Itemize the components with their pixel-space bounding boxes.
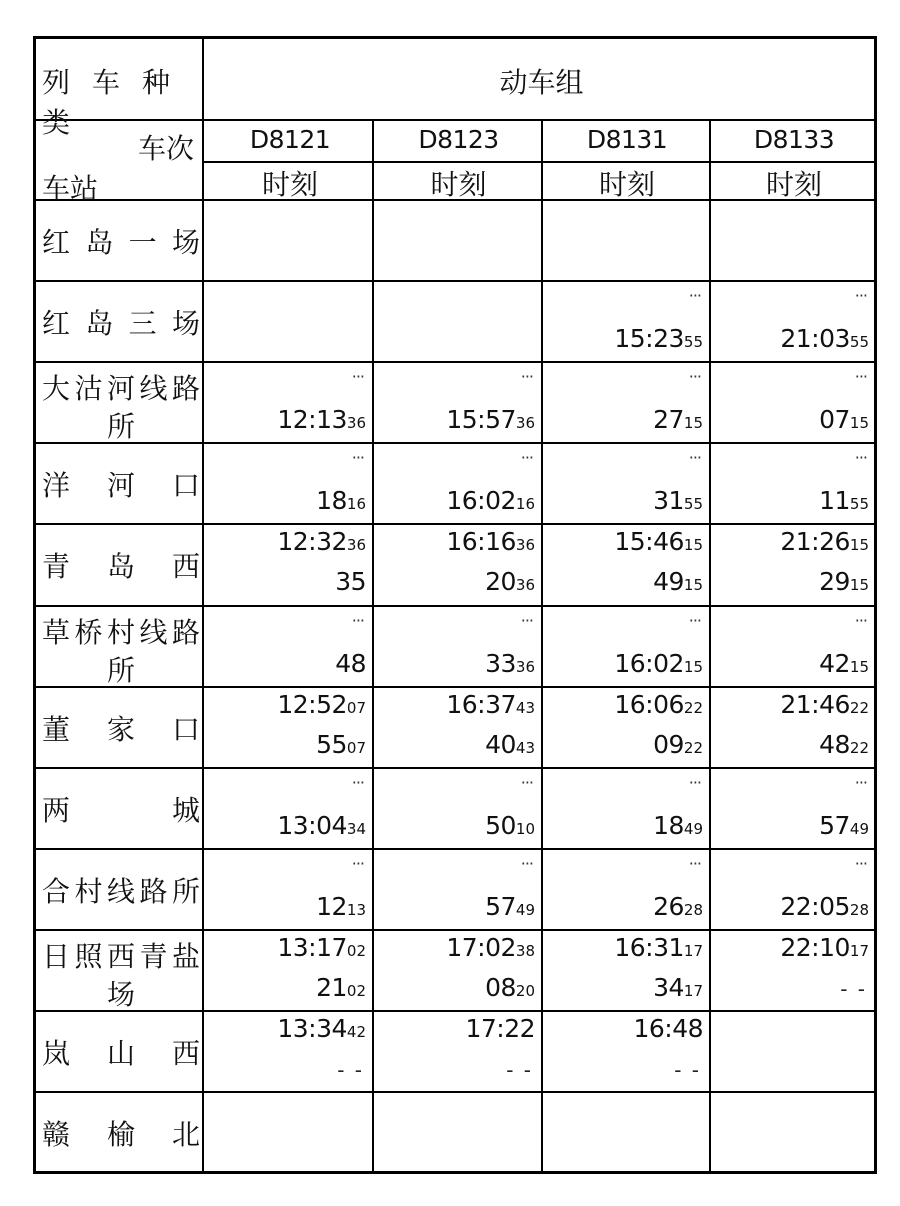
time-cell [541,361,709,442]
time-cell [372,1010,541,1091]
time-cell [541,686,709,767]
time-seconds: 43 [515,698,535,717]
time-hhmm: 15:23 [614,324,684,354]
pass-through-dots: ··· [688,367,701,387]
arrival-time [446,527,535,556]
station-char: 盐 [171,939,200,973]
pass-through-dots: ··· [688,286,701,306]
time-seconds: 36 [515,536,535,555]
departure-time [485,973,535,1002]
terminal-dash: - - [674,1058,701,1082]
arrival-time [614,933,703,962]
time-cell [541,605,709,686]
time-hhmm: 16:06 [614,689,684,719]
time-hhmm: 49 [653,567,684,597]
time-hhmm: 12:13 [277,405,347,435]
time-hhmm: 16:16 [446,527,516,557]
time-cell [541,1091,709,1172]
station-char: 场 [171,307,200,341]
time-seconds: 36 [515,657,535,676]
time-cell [204,767,372,848]
pass-through-dots: ··· [688,853,701,873]
time-hhmm: 21:03 [780,324,850,354]
time-hhmm: 08 [485,972,516,1002]
departure-time [653,973,703,1002]
pass-time [653,892,703,921]
station-char: 日 [42,939,71,973]
pass-time [277,405,366,434]
time-seconds: 07 [346,738,366,757]
time-seconds: 02 [346,981,366,1000]
station-char: 西 [106,939,135,973]
station-char: 青 [139,939,168,973]
pass-through-dots: ··· [520,853,533,873]
time-seconds: 55 [849,333,869,352]
time-hhmm: 12:52 [277,689,347,719]
station-name-line2: 所 [106,653,135,687]
time-label: 时刻 [598,168,655,201]
pass-time [780,892,869,921]
pass-through-dots: ··· [688,610,701,630]
station-char: 青 [42,550,71,584]
time-cell [204,442,372,523]
time-seconds: 28 [849,900,869,919]
arrival-time [446,690,535,719]
time-hhmm: 55 [316,729,347,759]
time-cell [541,280,709,361]
station-char: 岛 [85,307,114,341]
time-hhmm: 34 [653,972,684,1002]
time-cell [709,523,875,604]
time-seconds: 15 [683,536,703,555]
time-cell [372,686,541,767]
pass-through-dots: ··· [351,610,364,630]
arrival-time [633,1014,703,1043]
time-hhmm: 29 [819,567,850,597]
arrival-time [780,527,869,556]
train-number-d8131: D8131 [586,125,668,154]
pass-through-dots: ··· [854,772,867,792]
time-seconds: 49 [849,819,869,838]
time-seconds: 22 [849,698,869,717]
time-hhmm: 17:02 [446,932,516,962]
pass-time [277,811,366,840]
pass-time [614,649,703,678]
time-seconds: 16 [515,495,535,514]
pass-time [485,811,535,840]
arrival-time [614,690,703,719]
station-name [42,870,200,910]
station-char: 沽 [74,372,103,406]
station-char: 山 [106,1037,135,1070]
time-cell [204,605,372,686]
time-cell [204,686,372,767]
station-name [42,367,200,445]
arrival-time [277,1014,366,1043]
station-char: 洋 [42,469,71,503]
station-label: 车站 [42,172,99,205]
time-cell [709,848,875,929]
time-cell [541,523,709,604]
time-seconds: 28 [683,900,703,919]
station-char: 西 [171,1037,200,1070]
time-hhmm: 22:05 [780,891,850,921]
pass-through-dots: ··· [351,367,364,387]
time-cell [204,361,372,442]
time-seconds: 02 [346,941,366,960]
station-char: 场 [171,226,200,259]
pass-through-dots: ··· [854,610,867,630]
station-name-line1 [42,464,200,504]
station-name-line1 [42,367,200,407]
pass-through-dots: ··· [854,286,867,306]
time-cell [709,1010,875,1091]
train-number-d8121: D8121 [249,125,331,154]
station-char: 赣 [42,1118,71,1152]
station-char: 河 [106,372,135,406]
station-char: 岛 [106,550,135,584]
arrival-time [277,690,366,719]
time-cell [204,848,372,929]
time-hhmm: 15:46 [614,527,684,557]
pass-time [819,811,869,840]
arrival-time [780,933,869,962]
pass-through-dots: ··· [520,448,533,468]
time-seconds: 55 [849,495,869,514]
train-number-label: 车次 [137,132,194,165]
pass-through-dots: ··· [351,448,364,468]
time-cell [541,442,709,523]
arrival-time [614,527,703,556]
station-char: 线 [139,615,168,649]
time-seconds: 49 [683,819,703,838]
departure-time [819,567,869,596]
time-cell [541,199,709,280]
time-seconds: 15 [683,576,703,595]
station-name-line1 [42,1032,200,1072]
time-seconds: 15 [683,414,703,433]
station-name-line1 [42,611,200,651]
time-seconds: 15 [683,657,703,676]
station-char: 村 [106,615,135,649]
time-hhmm: 13:04 [277,810,347,840]
time-cell [372,199,541,280]
time-hhmm: 50 [485,810,516,840]
pass-time [819,486,869,515]
time-hhmm: 33 [485,648,516,678]
time-seconds: 22 [683,698,703,717]
time-cell [204,199,372,280]
time-cell [541,1010,709,1091]
time-cell [204,280,372,361]
time-hhmm: 57 [485,891,516,921]
pass-time [485,649,535,678]
time-hhmm: 16:31 [614,932,684,962]
departure-time [485,730,535,759]
pass-through-dots: ··· [351,772,364,792]
station-char: 村 [74,874,103,908]
time-cell [204,1010,372,1091]
arrival-time [277,527,366,556]
pass-through-dots: ··· [520,367,533,387]
station-name [42,1032,200,1072]
time-hhmm: 22:10 [780,932,850,962]
pass-time [446,486,535,515]
station-name-line1 [42,1113,200,1153]
station-name-line1 [42,789,200,829]
station-char: 所 [171,874,200,908]
time-cell [204,1091,372,1172]
station-name-line1 [42,221,200,261]
departure-time [653,567,703,596]
time-seconds: 43 [515,738,535,757]
time-cell [541,848,709,929]
station-char: 线 [139,372,168,406]
station-name [42,464,200,504]
station-name-line1 [42,935,200,975]
station-char: 口 [171,712,200,746]
pass-through-dots: ··· [854,448,867,468]
pass-through-dots: ··· [688,772,701,792]
time-hhmm: 12 [316,891,347,921]
station-char: 城 [171,793,200,827]
time-hhmm: 09 [653,729,684,759]
time-cell [709,686,875,767]
time-label: 时刻 [261,168,318,201]
pass-time [653,486,703,515]
pass-through-dots: ··· [520,610,533,630]
arrival-time [465,1014,535,1043]
station-name [42,545,200,585]
time-seconds: 36 [346,414,366,433]
time-seconds: 17 [683,941,703,960]
departure-time [316,730,366,759]
time-cell [709,929,875,1010]
time-seconds: 36 [515,576,535,595]
station-char: 口 [171,469,200,503]
station-name [42,789,200,829]
station-char: 岚 [42,1037,71,1070]
station-name-line2: 所 [106,410,135,444]
time-hhmm: 20 [485,567,516,597]
timetable [33,36,877,1174]
time-cell [372,442,541,523]
time-hhmm: 26 [653,891,684,921]
station-name-line1 [42,708,200,748]
pass-time [780,324,869,353]
time-cell [204,523,372,604]
time-hhmm: 40 [485,729,516,759]
station-name-line1 [42,302,200,342]
time-hhmm: 16:48 [633,1014,703,1043]
time-cell [709,767,875,848]
station-name-line1 [42,870,200,910]
time-cell [709,1091,875,1172]
pass-time [653,811,703,840]
station-name [42,935,200,1013]
time-seconds: 36 [346,536,366,555]
time-hhmm: 15:57 [446,405,516,435]
time-seconds: 17 [683,981,703,1000]
time-hhmm: 27 [653,405,684,435]
station-char: 一 [128,226,157,259]
time-label: 时刻 [430,168,487,201]
station-char: 大 [42,372,71,406]
train-number-d8123: D8123 [418,125,499,154]
time-cell [709,280,875,361]
time-cell [709,361,875,442]
pass-time [819,649,869,678]
station-char: 榆 [106,1118,135,1152]
pass-through-dots: ··· [854,367,867,387]
station-name [42,708,200,748]
time-seconds: 34 [346,819,366,838]
arrival-time [446,933,535,962]
station-name [42,221,200,261]
departure-time [819,730,869,759]
time-cell [204,929,372,1010]
pass-time [316,486,366,515]
time-hhmm: 16:02 [614,648,684,678]
time-cell [372,280,541,361]
arrival-time [780,690,869,719]
time-hhmm: 17:22 [465,1014,535,1043]
train-type-label-text: 列车种类 [42,66,193,139]
terminal-dash: - - [506,1058,533,1082]
time-hhmm: 48 [819,729,850,759]
time-seconds: 36 [515,414,535,433]
time-cell [541,767,709,848]
station-char: 岛 [85,226,114,259]
station-char: 路 [171,615,200,649]
station-char: 草 [42,615,71,649]
time-hhmm: 18 [316,486,347,516]
pass-time [485,892,535,921]
time-hhmm: 42 [819,648,850,678]
time-seconds: 16 [346,495,366,514]
time-label: 时刻 [765,168,822,201]
station-char: 三 [128,307,157,341]
time-hhmm: 21:26 [780,527,850,557]
pass-time [653,405,703,434]
pass-time [614,324,703,353]
terminal-dash: - - [840,976,867,1001]
departure-time [335,567,366,596]
station-char: 红 [42,307,71,341]
time-seconds: 07 [346,698,366,717]
time-hhmm: 16:37 [446,689,516,719]
pass-time [446,405,535,434]
time-cell [372,605,541,686]
time-hhmm: 21 [316,972,347,1002]
pass-through-dots: ··· [351,853,364,873]
time-seconds: 22 [849,738,869,757]
time-seconds: 55 [683,495,703,514]
pass-through-dots: ··· [520,772,533,792]
time-cell [709,605,875,686]
station-char: 桥 [74,615,103,649]
station-char: 河 [106,469,135,503]
time-cell [372,523,541,604]
time-hhmm: 35 [335,567,366,597]
terminal-dash: - - [337,1058,364,1082]
station-name [42,611,200,689]
station-char: 两 [42,793,71,827]
pass-time [335,649,366,678]
time-hhmm: 13:34 [277,1014,347,1043]
station-name-line1 [42,545,200,585]
departure-time [653,730,703,759]
time-cell [709,199,875,280]
time-hhmm: 31 [653,486,684,516]
time-seconds: 55 [683,333,703,352]
pass-through-dots: ··· [854,853,867,873]
station-char: 董 [42,712,71,746]
station-char: 西 [171,550,200,584]
time-cell [372,929,541,1010]
time-hhmm: 57 [819,810,850,840]
time-cell [541,929,709,1010]
time-cell [372,361,541,442]
station-char: 北 [171,1118,200,1152]
train-number-d8133: D8133 [753,125,835,154]
station-char: 合 [42,874,71,908]
pass-time [316,892,366,921]
time-cell [372,848,541,929]
departure-time [316,973,366,1002]
time-hhmm: 18 [653,810,684,840]
time-seconds: 20 [515,981,535,1000]
train-type-value: 动车组 [499,66,584,99]
time-hhmm: 12:32 [277,527,347,557]
time-seconds: 10 [515,819,535,838]
station-char: 线 [106,874,135,908]
time-seconds: 13 [346,900,366,919]
station-char: 照 [74,939,103,973]
pass-through-dots: ··· [688,448,701,468]
pass-time [819,405,869,434]
time-hhmm: 11 [819,486,850,516]
time-seconds: 15 [849,657,869,676]
time-seconds: 15 [849,576,869,595]
time-seconds: 42 [346,1023,366,1041]
time-seconds: 15 [849,414,869,433]
time-cell [372,767,541,848]
station-name [42,1113,200,1153]
time-seconds: 22 [683,738,703,757]
departure-time [485,567,535,596]
time-seconds: 38 [515,941,535,960]
time-hhmm: 21:46 [780,689,850,719]
time-hhmm: 48 [335,648,366,678]
time-hhmm: 13:17 [277,932,347,962]
station-char: 路 [171,372,200,406]
time-seconds: 17 [849,941,869,960]
station-char: 家 [106,712,135,746]
station-char: 红 [42,226,71,259]
time-hhmm: 16:02 [446,486,516,516]
time-cell [709,442,875,523]
time-seconds: 15 [849,536,869,555]
station-char: 路 [139,874,168,908]
time-seconds: 49 [515,900,535,919]
arrival-time [277,933,366,962]
station-name [42,302,200,342]
time-cell [372,1091,541,1172]
station-name-line2: 场 [106,977,135,1011]
time-hhmm: 07 [819,405,850,435]
